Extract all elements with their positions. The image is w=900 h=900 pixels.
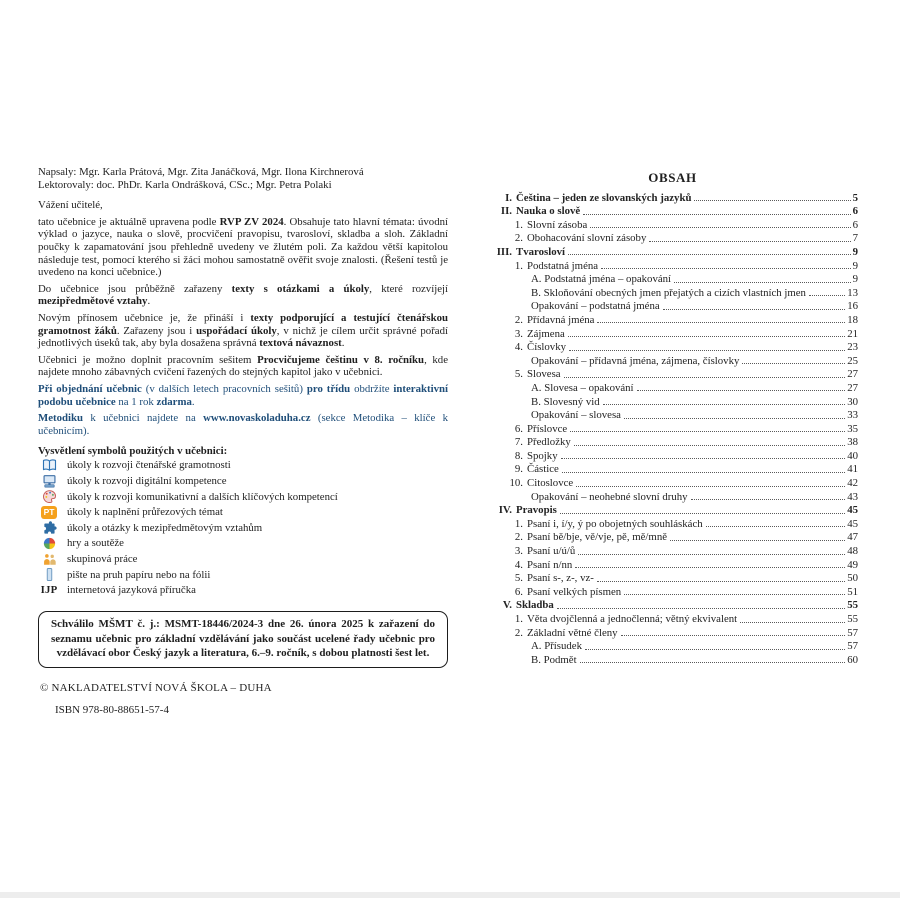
toc-dot-leader [637,390,846,391]
text-segment: Do učebnice jsou průběžně zařazeny [38,282,232,295]
intro-paragraph [38,383,448,408]
text-segment: Učebnici je možno doplnit pracovním sešitem [38,353,258,366]
toc-label: Věta dvojčlenná a jednočlenná; větný ekvivalent [527,613,738,625]
toc-page-number: 9 [852,245,858,258]
toc-entry [487,584,858,598]
toc-number: 6. [514,422,523,435]
toc-number: 2. [514,232,523,245]
toc-page-number: 45 [847,517,858,530]
publisher-copyright: © NAKLADATELSTVÍ NOVÁ ŠKOLA – DUHA [40,682,272,694]
toc-page-number: 16 [847,300,858,313]
text-segment: mezipředmětové vztahy [38,295,148,308]
toc-dot-leader [674,282,851,283]
toc-page-number: 5 [852,191,858,204]
toc-number: 3. [514,327,523,340]
left-page [38,166,448,716]
credits-block [38,166,448,191]
toc-dot-leader [624,418,845,419]
toc-entry [487,231,858,245]
text-segment: . [191,395,195,408]
toc-label: Psaní velkých písmen [527,585,622,598]
toc-dot-leader [570,431,845,432]
isbn: ISBN 978-80-88651-57-4 [55,703,169,716]
toc-label: B. Skloňování obecných jmen přejatých a cizích vlastních jmen [531,286,806,299]
ijp-text-icon [40,583,58,598]
toc-page-number: 60 [847,653,858,666]
toc-label: Citoslovce [527,477,574,490]
toc-label: Opakování – neohebné slovní druhy [531,490,688,503]
toc-entry [487,272,858,286]
symbol-label: internetová jazyková příručka [67,584,196,597]
symbol-label: pište na pruh papíru nebo na fólii [67,568,211,581]
symbol-label: úkoly k rozvoji čtenářské gramotnosti [67,459,231,472]
toc-label: Psaní n/nn [527,558,573,571]
paper-strip-icon [40,567,58,582]
toc-number: 6. [514,585,523,598]
toc-page-number: 9 [852,259,858,272]
toc-label: Slovesa [527,368,561,381]
text-segment: tato učebnice je aktuálně upravena podle [38,215,220,228]
text-segment: zdarma [156,395,192,408]
toc-entry [487,503,858,517]
intro-paragraph [38,216,448,279]
intro-paragraph [38,283,448,308]
toc-page-number: 21 [847,327,858,340]
toc-label: B. Slovesný vid [531,395,600,408]
toc-page-number: 27 [847,381,858,394]
toc-dot-leader [740,622,845,623]
toc-number: 1. [514,218,523,231]
toc-label: Skladba [516,599,554,612]
toc-dot-leader [706,526,846,527]
toc-number: 3. [514,545,523,558]
toc-entry [487,258,858,272]
toc-entry [487,326,858,340]
toc-number: 4. [514,558,523,571]
toc-label: Částice [527,463,559,476]
toc-entry [487,380,858,394]
toc-entry [487,244,858,258]
toc-page-number: 30 [847,395,858,408]
toc-number: 5. [514,572,523,585]
symbol-row [38,473,448,489]
toc-label: Slovní zásoba [527,218,588,231]
pt-badge-icon [40,505,58,520]
toc-number: 1. [514,613,523,625]
toc-page-number: 48 [847,545,858,558]
toc-label: Opakování – podstatná jména [531,300,660,313]
toc-dot-leader [568,336,845,337]
text-segment: Procvičujeme češtinu v 8. ročníku [257,353,425,366]
toc-number: 2. [514,626,523,639]
toc-entry [487,190,858,204]
text-segment: (sekce Metodika – klíče k učebnicím). [38,412,448,437]
toc-number: 7. [514,436,523,449]
toc-dot-leader [590,227,850,228]
toc-label: Tvarosloví [516,245,565,258]
toc-entry [487,611,858,625]
symbol-row [38,551,448,567]
toc-entry [487,435,858,449]
text-segment: texty podporující a testující čtenářskou gramotnost žáků [38,311,448,337]
credit-line: Lektorovaly: doc. PhDr. Karla Ondrášková, CSc.; Mgr. Petra Polaki [38,178,332,191]
toc-label: Psaní i, í/y, ý po obojetných souhláskách [527,517,703,530]
text-segment: . Obsahuje tato hlavní témata: úvodní výklad o jazyce, nauka o slově, procvičení pravopisu, tvarosloví, skladba a sloh. Základní poučky k zapamatování jsou přehledně uvedeny ve žlutém poli. Za každou větší kapitolou následuje test, pomocí kterého si žáci mohou samostatně ověřit svoje znalosti. (Řešení testů je uvedeno na konci učebnice.) [38,215,448,279]
toc-entry [487,448,858,462]
group-icon [40,552,58,567]
intro-paragraph [38,312,448,350]
toc-label: Podstatná jména [527,259,599,272]
toc-dot-leader [562,472,845,473]
symbol-label: úkoly a otázky k mezipředmětovým vztahům [67,521,263,534]
symbol-row [38,520,448,536]
text-segment: Metodiku [38,412,83,425]
symbol-row [38,536,448,552]
toc-dot-leader [576,486,845,487]
toc-label: Psaní bě/bje, vě/vje, pě, mě/mně [527,531,668,544]
toc-entry [487,353,858,367]
toc-entry [487,530,858,544]
toc-entry [487,367,858,381]
ijp-text: IJP [40,584,58,597]
toc-label: Předložky [527,436,571,449]
toc-page-number: 45 [847,504,858,517]
toc-page-number: 23 [847,341,858,354]
salutation: Vážení učitelé, [38,199,103,212]
toc-entry [487,543,858,557]
toc-entry [487,598,858,612]
toc-entry [487,489,858,503]
toc-title: OBSAH [648,170,697,185]
toc-dot-leader [557,608,845,609]
toc-entry [487,340,858,354]
text-segment: www.novaskoladuha.cz [203,412,311,425]
toc-page-number: 35 [847,422,858,435]
toc-dot-leader [809,295,845,296]
text-segment: . [341,337,345,350]
toc-dot-leader [597,581,845,582]
toc-label: Příslovce [527,422,568,435]
text-segment: uspořádací úkoly [196,324,277,337]
toc-dot-leader [601,268,851,269]
toc-page-number: 38 [847,436,858,449]
games-icon [40,536,58,551]
text-segment: texty s otázkami a úkoly [231,282,370,295]
text-segment: , které rozvíjejí [369,282,448,295]
toc-number: 1. [514,259,523,272]
toc-entry [487,204,858,218]
approval-box: Schválilo MŠMT č. j.: MSMT-18446/2024-3 dne 26. února 2025 k zařazení do seznamu učebnic pro základní vzdělávání jako součást ucelené řady učebnic pro vzdělávací obor Český jazyk a literatura, 6.–9. ročník, s dobou platnosti šest let. [38,611,448,668]
symbol-row [38,567,448,583]
toc-page [487,170,858,666]
toc-label: Opakování – slovesa [531,409,621,422]
toc-entry [487,312,858,326]
toc-page-number: 9 [852,273,858,286]
text-segment: , kde najdete mnoho zábavných cvičení řazených do stejných kapitol jako v učebnici. [38,353,448,379]
toc-dot-leader [574,445,845,446]
toc-entry [487,639,858,653]
toc-dot-leader [621,635,846,636]
text-segment: obdržíte [350,382,394,395]
symbol-row [38,458,448,474]
symbol-row [38,489,448,505]
symbol-label: hry a soutěže [67,537,124,550]
text-segment: (v dalších letech pracovních sešitů) [141,382,307,395]
toc-dot-leader [585,649,845,650]
toc-entry [487,571,858,585]
toc-entry [487,299,858,313]
toc-page-number: 27 [847,368,858,381]
toc-dot-leader [597,322,845,323]
toc-entry [487,421,858,435]
toc-entry [487,516,858,530]
toc-label: A. Přísudek [531,640,582,653]
toc-label: Opakování – přídavná jména, zájmena, číslovky [531,354,740,367]
toc-page-number: 43 [847,490,858,503]
toc-label: A. Podstatná jména – opakování [531,273,672,286]
toc-page-number: 57 [847,626,858,639]
toc-dot-leader [603,404,846,405]
symbols-heading: Vysvětlení symbolů použitých v učebnici: [38,445,228,458]
palette-icon [40,489,58,504]
toc-label: Pravopis [516,504,557,517]
toc-dot-leader [694,200,850,201]
toc-page-number: 33 [847,409,858,422]
computer-icon [40,474,58,489]
toc-page-number: 7 [852,232,858,245]
toc-page-number: 57 [847,640,858,653]
toc-page-number: 6 [852,218,858,231]
toc-label: Přídavná jména [527,313,595,326]
toc-dot-leader [564,377,846,378]
credit-line: Napsaly: Mgr. Karla Prátová, Mgr. Zita Janáčková, Mgr. Ilona Kirchnerová [38,166,364,178]
toc-entry [487,475,858,489]
toc-number: 2. [514,313,523,326]
symbol-label: skupinová práce [67,552,138,565]
toc-number: IV. [498,504,512,517]
toc-label: A. Slovesa – opakování [531,381,634,394]
toc-label: B. Podmět [531,653,577,666]
toc-entry [487,217,858,231]
toc-entry [487,408,858,422]
toc-dot-leader [670,540,845,541]
toc-page-number: 13 [847,286,858,299]
toc-label: Základní větné členy [527,626,618,639]
toc-entry [487,462,858,476]
puzzle-icon [40,521,58,536]
toc-page-number: 25 [847,354,858,367]
text-segment: . Zařazeny jsou i [116,324,197,337]
toc-number: 10. [509,477,523,490]
intro-paragraphs [38,216,448,438]
toc-dot-leader [663,309,846,310]
intro-paragraph [38,354,448,379]
text-segment: pro třídu [306,382,351,395]
toc-entry [487,285,858,299]
toc-number: I. [505,191,512,204]
toc-label: Zájmena [527,327,565,340]
toc-entry [487,652,858,666]
text-segment: textová návaznost [259,337,342,350]
toc-dot-leader [583,214,850,215]
toc-number: 9. [514,463,523,476]
text-segment: . [147,295,151,308]
symbol-row [38,505,448,521]
toc-dot-leader [560,513,845,514]
toc-entry [487,557,858,571]
text-segment: interaktivní podobu učebnice [38,382,448,408]
text-segment: Při objednání učebnic [38,382,142,395]
intro-paragraph [38,412,448,437]
toc-dot-leader [742,363,845,364]
toc-page-number: 18 [847,313,858,326]
toc-page-number: 49 [847,558,858,571]
symbol-row [38,583,448,599]
text-segment: Novým přínosem učebnice je, že přináší i [38,311,251,324]
toc-number: 1. [514,517,523,530]
open-book-icon [40,458,58,473]
toc-dot-leader [569,350,845,351]
toc-entry [487,394,858,408]
toc-dot-leader [649,241,850,242]
toc-dot-leader [624,594,845,595]
toc-page-number: 51 [847,585,858,598]
toc-label: Obohacování slovní zásoby [527,232,647,245]
toc-page-number: 40 [847,449,858,462]
toc-label: Psaní s-, z-, vz- [527,572,594,585]
toc-label: Čeština – jeden ze slovanských jazyků [516,191,692,204]
symbol-label: úkoly k rozvoji komunikativní a dalších klíčových kompetencí [67,490,338,503]
toc-dot-leader [691,499,846,500]
toc-number: III. [496,245,512,258]
toc-dot-leader [578,554,845,555]
toc-label: Číslovky [527,341,566,354]
text-segment: RVP ZV 2024 [219,215,284,228]
symbol-label: úkoly k rozvoji digitální kompetence [67,474,227,487]
toc-page-number: 42 [847,477,858,490]
toc-list [487,190,858,666]
toc-page-number: 55 [847,613,858,625]
toc-dot-leader [575,567,845,568]
toc-number: 8. [514,449,523,462]
toc-page-number: 55 [847,599,858,612]
text-segment: k učebnici najdete na [83,412,204,425]
toc-number: V. [502,599,512,612]
text-segment: , v nichž je cílem určit správné pořadí jednotlivých úseků tak, aby byla dosažena správná [38,324,448,350]
toc-page-number: 6 [852,205,858,218]
pt-badge-text: PT [41,506,57,519]
symbol-label: úkoly k naplnění průřezových témat [67,506,223,519]
toc-number: 2. [514,531,523,544]
symbols-legend [38,458,448,598]
toc-number: 4. [514,341,523,354]
toc-number: 5. [514,368,523,381]
toc-page-number: 41 [847,463,858,476]
toc-label: Nauka o slově [516,205,581,218]
text-segment: na 1 rok [115,395,157,408]
toc-number: II. [500,205,512,218]
scan-bottom-edge [0,892,900,898]
toc-label: Spojky [527,449,558,462]
toc-dot-leader [568,254,851,255]
toc-page-number: 47 [847,531,858,544]
toc-dot-leader [561,458,846,459]
toc-dot-leader [580,662,846,663]
toc-label: Psaní u/ú/ů [527,545,576,558]
toc-page-number: 50 [847,572,858,585]
toc-entry [487,625,858,639]
